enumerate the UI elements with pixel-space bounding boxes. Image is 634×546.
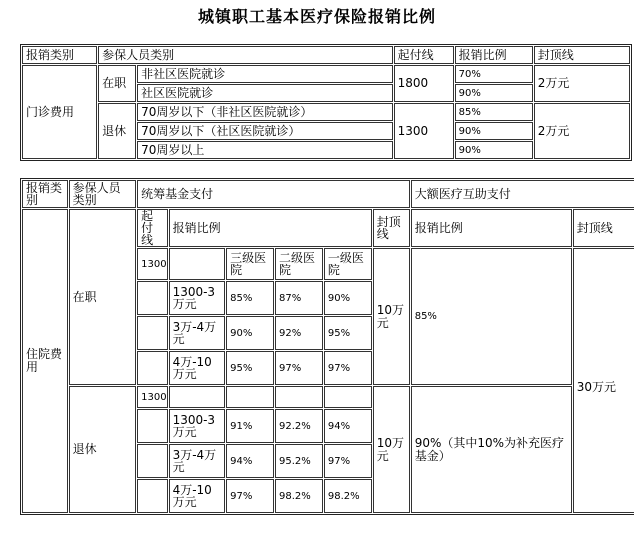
retired-band-1-secondary: 92.2%	[275, 409, 323, 443]
employed-band-1-tertiary: 85%	[226, 281, 274, 315]
level-primary: 一级医院	[324, 248, 372, 280]
employed-band-2-tertiary: 90%	[226, 316, 274, 350]
retired-band-3-secondary: 98.2%	[275, 479, 323, 513]
outpatient-category: 门诊费用	[22, 65, 97, 159]
employed-threshold: 1300	[137, 248, 167, 280]
employed-label: 在职	[98, 65, 136, 102]
employed-band-2: 3万-4万元	[169, 316, 226, 350]
header-cap: 封顶线	[534, 46, 630, 64]
employed-ratio-2: 90%	[455, 84, 533, 102]
inpatient-table	[20, 178, 634, 515]
major-ratio-label: 报销比例	[411, 209, 572, 247]
employed-band-1-primary: 90%	[324, 281, 372, 315]
retired-major-ratio: 90%（其中10%为补充医疗基金）	[411, 386, 572, 513]
retired-threshold: 1300	[394, 103, 454, 159]
inpatient-header-category: 报销类别	[22, 180, 68, 208]
employed-band-1: 1300-3万元	[169, 281, 226, 315]
header-person-type: 参保人员类别	[98, 46, 392, 64]
retired-inpatient-cap: 10万元	[373, 386, 410, 513]
employed-band-3-primary: 97%	[324, 351, 372, 385]
pooled-fund-header: 统筹基金支付	[137, 180, 410, 208]
retired-band-1-tertiary: 91%	[226, 409, 274, 443]
employed-major-ratio: 85%	[411, 248, 572, 385]
employed-band-3-tertiary: 95%	[226, 351, 274, 385]
major-cap: 30万元	[573, 248, 634, 513]
header-threshold: 起付线	[394, 46, 454, 64]
cap-label: 封顶线	[373, 209, 410, 247]
retired-band-3-tertiary: 97%	[226, 479, 274, 513]
employed-cap: 2万元	[534, 65, 630, 102]
employed-band-3-secondary: 97%	[275, 351, 323, 385]
retired-band-1: 1300-3万元	[169, 409, 226, 443]
employed-threshold: 1800	[394, 65, 454, 102]
employed-band-1-secondary: 87%	[275, 281, 323, 315]
employed-band-3: 4万-10万元	[169, 351, 226, 385]
retired-band-3: 4万-10万元	[169, 479, 226, 513]
retired-label: 退休	[98, 103, 136, 159]
inpatient-category: 住院费用	[22, 209, 68, 513]
level-secondary: 二级医院	[275, 248, 323, 280]
table-row	[22, 65, 630, 83]
retired-ratio-3: 90%	[455, 141, 533, 159]
retired-row-2: 70周岁以下（社区医院就诊）	[137, 122, 392, 140]
retired-band-2-tertiary: 94%	[226, 444, 274, 478]
table-row	[22, 46, 630, 64]
retired-band-2-secondary: 95.2%	[275, 444, 323, 478]
level-tertiary: 三级医院	[226, 248, 274, 280]
table-row	[22, 103, 630, 121]
table-row	[22, 180, 634, 208]
retired-cap: 2万元	[534, 103, 630, 159]
table-row	[22, 209, 634, 247]
page-title: 城镇职工基本医疗保险报销比例	[197, 7, 436, 26]
employed-row-1: 非社区医院就诊	[137, 65, 392, 83]
retired-band-1-primary: 94%	[324, 409, 372, 443]
employed-inpatient-cap: 10万元	[373, 248, 410, 385]
header-ratio: 报销比例	[455, 46, 533, 64]
inpatient-retired-label: 退休	[69, 386, 136, 513]
ratio-label: 报销比例	[169, 209, 372, 247]
major-aid-header: 大额医疗互助支付	[411, 180, 634, 208]
outpatient-table	[20, 44, 632, 161]
retired-row-3: 70周岁以上	[137, 141, 392, 159]
employed-band-2-primary: 95%	[324, 316, 372, 350]
table-row	[22, 386, 634, 408]
retired-ratio-2: 90%	[455, 122, 533, 140]
inpatient-header-person: 参保人员类别	[69, 180, 136, 208]
retired-band-2-primary: 97%	[324, 444, 372, 478]
retired-threshold: 1300	[137, 386, 167, 408]
retired-band-3-primary: 98.2%	[324, 479, 372, 513]
header-category: 报销类别	[22, 46, 97, 64]
retired-ratio-1: 85%	[455, 103, 533, 121]
employed-ratio-1: 70%	[455, 65, 533, 83]
retired-band-2: 3万-4万元	[169, 444, 226, 478]
employed-band-2-secondary: 92%	[275, 316, 323, 350]
employed-row-2: 社区医院就诊	[137, 84, 392, 102]
threshold-label: 起付线	[137, 209, 167, 247]
major-cap-label: 封顶线	[573, 209, 634, 247]
inpatient-employed-label: 在职	[69, 209, 136, 385]
retired-row-1: 70周岁以下（非社区医院就诊）	[137, 103, 392, 121]
